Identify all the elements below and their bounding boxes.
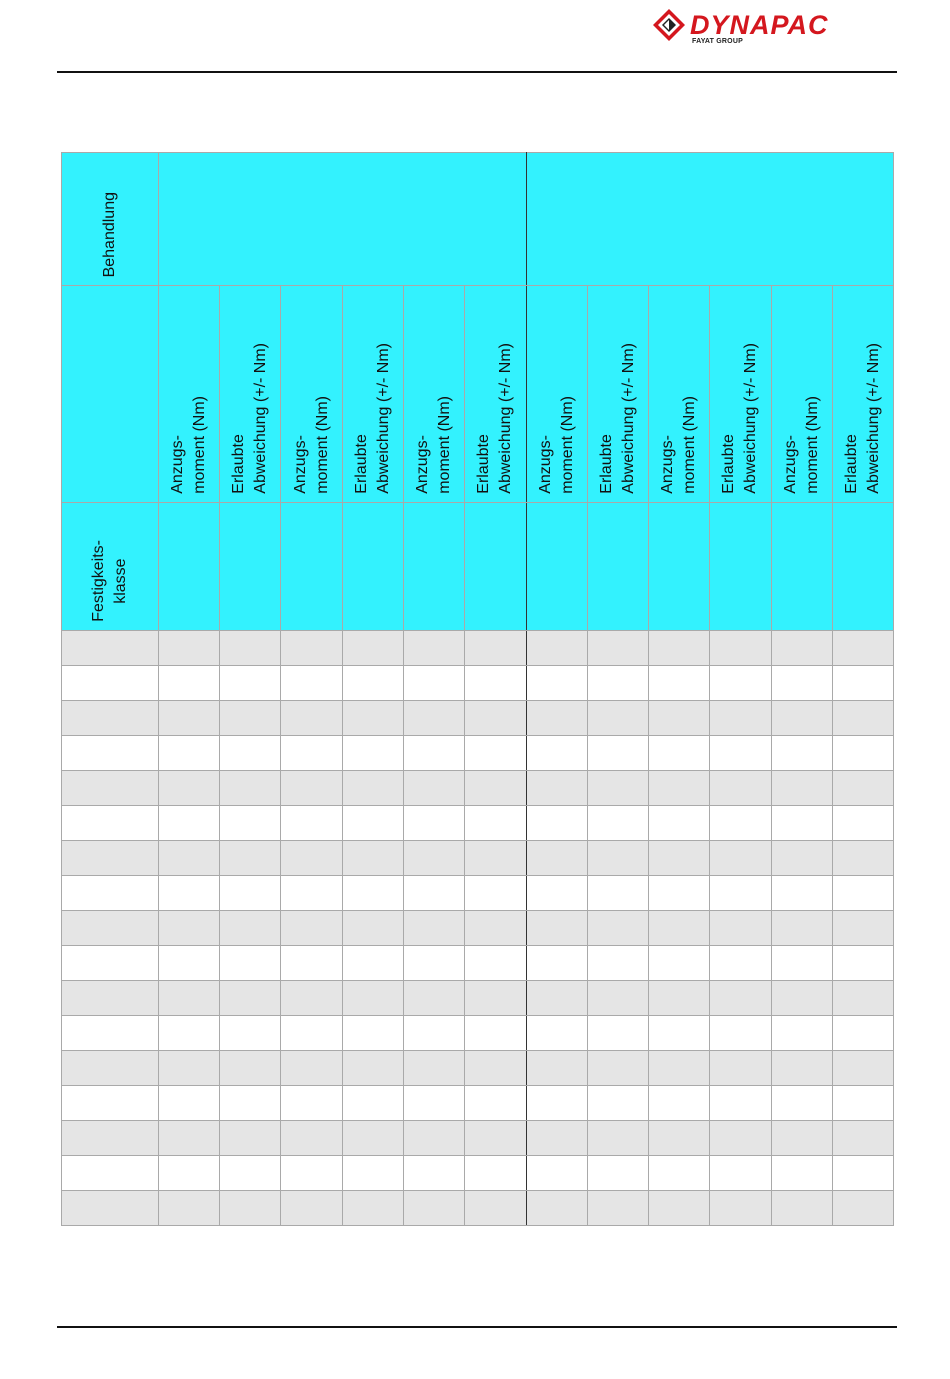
strength-class-cell: [588, 503, 649, 631]
table-cell: [527, 911, 588, 946]
table-cell: [832, 981, 893, 1016]
table-cell: [62, 1191, 159, 1226]
table-cell: [649, 1191, 710, 1226]
table-cell: [403, 771, 464, 806]
table-cell: [710, 841, 771, 876]
table-cell: [710, 701, 771, 736]
param-header-cell: [281, 286, 342, 503]
brand-name: DYNAPAC: [690, 10, 829, 40]
table-cell: [710, 946, 771, 981]
table-cell: [62, 841, 159, 876]
table-cell: [832, 806, 893, 841]
table-cell: [220, 1121, 281, 1156]
table-cell: [832, 841, 893, 876]
table-cell: [342, 946, 403, 981]
table-cell: [649, 876, 710, 911]
table-cell: [527, 1051, 588, 1086]
param-header-cell: [342, 286, 403, 503]
table-cell: [403, 736, 464, 771]
table-cell: [464, 981, 526, 1016]
table-cell: [403, 1051, 464, 1086]
table-cell: [281, 841, 342, 876]
param-header-cell: [710, 286, 771, 503]
table-cell: [527, 1086, 588, 1121]
table-cell: [159, 666, 220, 701]
table-row: [62, 981, 894, 1016]
table-cell: [527, 1121, 588, 1156]
table-cell: [159, 876, 220, 911]
table-cell: [403, 1191, 464, 1226]
table-cell: [649, 946, 710, 981]
table-cell: [220, 911, 281, 946]
table-cell: [649, 631, 710, 666]
table-cell: [710, 1121, 771, 1156]
table-cell: [281, 1086, 342, 1121]
table-cell: [159, 1156, 220, 1191]
table-cell: [527, 736, 588, 771]
table-cell: [832, 1016, 893, 1051]
table-cell: [649, 1051, 710, 1086]
table-cell: [771, 701, 832, 736]
table-row: [62, 806, 894, 841]
table-cell: [649, 701, 710, 736]
table-cell: [220, 666, 281, 701]
table-cell: [588, 841, 649, 876]
table-row: [62, 771, 894, 806]
param-header-cell: [220, 286, 281, 503]
param-header-cell: [588, 286, 649, 503]
table-cell: [710, 1016, 771, 1051]
table-cell: [771, 806, 832, 841]
table-cell: [710, 1156, 771, 1191]
table-cell: [771, 1121, 832, 1156]
table-cell: [832, 1051, 893, 1086]
table-cell: [281, 1016, 342, 1051]
table-cell: [710, 876, 771, 911]
table-cell: [649, 666, 710, 701]
strength-class-cell: [832, 503, 893, 631]
table-cell: [771, 946, 832, 981]
table-row: [62, 841, 894, 876]
table-cell: [220, 1051, 281, 1086]
params-corner-cell: [62, 286, 159, 503]
table-cell: [710, 911, 771, 946]
table-cell: [464, 736, 526, 771]
strength-class-cell: [281, 503, 342, 631]
table-cell: [62, 631, 159, 666]
table-cell: [649, 981, 710, 1016]
table-cell: [342, 1016, 403, 1051]
table-cell: [710, 1191, 771, 1226]
table-row: [62, 946, 894, 981]
treatment-label: Behandlung: [101, 191, 119, 277]
table-cell: [220, 946, 281, 981]
table-cell: [281, 701, 342, 736]
table-cell: [527, 946, 588, 981]
table-cell: [771, 981, 832, 1016]
table-cell: [771, 1086, 832, 1121]
table-cell: [527, 876, 588, 911]
table-row: [62, 1121, 894, 1156]
table-cell: [771, 666, 832, 701]
table-cell: [649, 1121, 710, 1156]
strength-class-cell: [403, 503, 464, 631]
table-cell: [649, 1086, 710, 1121]
table-cell: [220, 771, 281, 806]
table-cell: [771, 911, 832, 946]
table-cell: [588, 1121, 649, 1156]
table-cell: [403, 841, 464, 876]
table-row: [62, 1016, 894, 1051]
table-cell: [281, 1121, 342, 1156]
table-cell: [649, 1016, 710, 1051]
table-cell: [464, 841, 526, 876]
table-cell: [220, 736, 281, 771]
param-header-label: Erlaubte Abweichung (+/- Nm): [352, 343, 392, 494]
table-cell: [403, 1016, 464, 1051]
table-cell: [649, 771, 710, 806]
table-cell: [464, 1016, 526, 1051]
table-cell: [220, 1086, 281, 1121]
param-header-label: Anzugs- moment (Nm): [781, 396, 821, 494]
table-cell: [710, 771, 771, 806]
table-cell: [710, 631, 771, 666]
table-cell: [342, 1086, 403, 1121]
table-cell: [832, 911, 893, 946]
table-cell: [710, 806, 771, 841]
table-cell: [342, 1191, 403, 1226]
table-cell: [649, 911, 710, 946]
table-cell: [403, 631, 464, 666]
table-cell: [832, 876, 893, 911]
table-cell: [220, 806, 281, 841]
table-cell: [159, 701, 220, 736]
param-header-label: Anzugs- moment (Nm): [291, 396, 331, 494]
table-cell: [159, 911, 220, 946]
table-cell: [62, 771, 159, 806]
table-cell: [159, 946, 220, 981]
table-cell: [342, 981, 403, 1016]
table-cell: [710, 736, 771, 771]
param-header-cell: [649, 286, 710, 503]
table-cell: [62, 1051, 159, 1086]
table-cell: [62, 981, 159, 1016]
table-cell: [342, 1121, 403, 1156]
table-cell: [220, 841, 281, 876]
treatment-header-cell: [62, 153, 159, 286]
table-cell: [281, 736, 342, 771]
table-cell: [342, 911, 403, 946]
table-cell: [588, 736, 649, 771]
table-cell: [62, 1156, 159, 1191]
header-rule: [57, 71, 897, 73]
table-cell: [342, 806, 403, 841]
table-cell: [527, 771, 588, 806]
table-cell: [464, 1156, 526, 1191]
table-cell: [62, 1016, 159, 1051]
table-cell: [710, 981, 771, 1016]
table-cell: [588, 1086, 649, 1121]
table-cell: [649, 806, 710, 841]
table-cell: [588, 701, 649, 736]
table-cell: [771, 841, 832, 876]
table-row: [62, 631, 894, 666]
table-cell: [220, 1191, 281, 1226]
table-cell: [464, 666, 526, 701]
table-cell: [281, 981, 342, 1016]
table-cell: [159, 806, 220, 841]
table-cell: [588, 876, 649, 911]
table-row: [62, 701, 894, 736]
torque-table: [61, 152, 894, 1226]
strength-class-cell: [464, 503, 526, 631]
table-cell: [771, 1016, 832, 1051]
table-cell: [62, 806, 159, 841]
table-cell: [342, 666, 403, 701]
strength-class-cell: [159, 503, 220, 631]
table-cell: [832, 1086, 893, 1121]
table-row: [62, 1086, 894, 1121]
param-header-label: Erlaubte Abweichung (+/- Nm): [475, 343, 515, 494]
table-cell: [281, 876, 342, 911]
table-cell: [527, 666, 588, 701]
table-row: [62, 876, 894, 911]
strength-class-label: Festigkeits- klasse: [90, 540, 130, 622]
table-cell: [342, 701, 403, 736]
table-cell: [464, 911, 526, 946]
table-cell: [588, 1191, 649, 1226]
table-cell: [62, 1086, 159, 1121]
table-cell: [649, 841, 710, 876]
table-cell: [527, 701, 588, 736]
table-cell: [464, 1051, 526, 1086]
param-header-label: Anzugs- moment (Nm): [537, 396, 577, 494]
table-cell: [403, 876, 464, 911]
table-cell: [832, 631, 893, 666]
table-cell: [588, 911, 649, 946]
table-cell: [588, 666, 649, 701]
table-cell: [464, 1191, 526, 1226]
table-cell: [710, 1086, 771, 1121]
table-cell: [220, 1156, 281, 1191]
table-cell: [62, 701, 159, 736]
table-cell: [403, 806, 464, 841]
table-cell: [342, 876, 403, 911]
dynapac-logo: [652, 8, 902, 48]
table-cell: [464, 701, 526, 736]
treatment-group-1: [159, 153, 527, 286]
table-cell: [771, 1156, 832, 1191]
table-cell: [403, 981, 464, 1016]
table-cell: [710, 1051, 771, 1086]
table-cell: [62, 1121, 159, 1156]
table-cell: [588, 1156, 649, 1191]
table-cell: [220, 981, 281, 1016]
table-cell: [342, 1051, 403, 1086]
table-cell: [281, 946, 342, 981]
table-cell: [281, 806, 342, 841]
table-cell: [771, 771, 832, 806]
table-cell: [342, 1156, 403, 1191]
table-cell: [281, 1051, 342, 1086]
table-cell: [342, 841, 403, 876]
table-cell: [159, 736, 220, 771]
param-header-cell: [832, 286, 893, 503]
table-cell: [62, 876, 159, 911]
table-cell: [832, 701, 893, 736]
table-cell: [649, 736, 710, 771]
table-cell: [771, 1051, 832, 1086]
table-cell: [342, 771, 403, 806]
brand-group: FAYAT GROUP: [692, 38, 743, 45]
table-cell: [527, 1191, 588, 1226]
table-row: [62, 666, 894, 701]
strength-class-cell: [527, 503, 588, 631]
table-cell: [464, 631, 526, 666]
table-cell: [464, 946, 526, 981]
param-header-label: Erlaubte Abweichung (+/- Nm): [842, 343, 882, 494]
param-header-label: Erlaubte Abweichung (+/- Nm): [230, 343, 270, 494]
table-row: [62, 911, 894, 946]
table-cell: [588, 946, 649, 981]
table-row: [62, 1191, 894, 1226]
table-cell: [527, 1156, 588, 1191]
param-header-cell: [403, 286, 464, 503]
table-cell: [403, 1156, 464, 1191]
table-cell: [464, 771, 526, 806]
table-cell: [832, 946, 893, 981]
table-cell: [159, 841, 220, 876]
table-cell: [588, 1016, 649, 1051]
table-cell: [403, 1121, 464, 1156]
table-cell: [159, 1121, 220, 1156]
table-cell: [832, 666, 893, 701]
table-cell: [220, 1016, 281, 1051]
table-cell: [464, 806, 526, 841]
strength-class-cell: [771, 503, 832, 631]
table-cell: [464, 1121, 526, 1156]
table-cell: [527, 1016, 588, 1051]
table-cell: [403, 911, 464, 946]
footer-rule: [57, 1326, 897, 1328]
param-header-cell: [771, 286, 832, 503]
table-cell: [771, 736, 832, 771]
table-cell: [527, 806, 588, 841]
table-cell: [771, 876, 832, 911]
dynapac-diamond-icon: [652, 8, 686, 42]
table-cell: [832, 771, 893, 806]
param-header-cell: [464, 286, 526, 503]
strength-class-cell: [649, 503, 710, 631]
table-cell: [403, 701, 464, 736]
table-cell: [588, 771, 649, 806]
table-cell: [281, 1156, 342, 1191]
table-cell: [62, 666, 159, 701]
table-cell: [649, 1156, 710, 1191]
table-cell: [281, 911, 342, 946]
table-cell: [281, 666, 342, 701]
table-cell: [527, 981, 588, 1016]
table-cell: [588, 981, 649, 1016]
param-header-label: Erlaubte Abweichung (+/- Nm): [598, 343, 638, 494]
table-cell: [771, 631, 832, 666]
table-cell: [159, 1086, 220, 1121]
table-cell: [464, 876, 526, 911]
table-cell: [159, 631, 220, 666]
table-cell: [159, 771, 220, 806]
table-cell: [220, 701, 281, 736]
strength-class-cell: [220, 503, 281, 631]
table-cell: [62, 946, 159, 981]
table-cell: [403, 946, 464, 981]
treatment-group-2: [527, 153, 894, 286]
table-cell: [832, 1156, 893, 1191]
table-cell: [832, 1121, 893, 1156]
table-cell: [710, 666, 771, 701]
table-cell: [220, 631, 281, 666]
strength-class-cell: [710, 503, 771, 631]
table-cell: [588, 631, 649, 666]
table-row: [62, 736, 894, 771]
table-cell: [281, 1191, 342, 1226]
table-cell: [281, 631, 342, 666]
param-header-cell: [159, 286, 220, 503]
table-cell: [159, 981, 220, 1016]
table-cell: [588, 806, 649, 841]
table-cell: [832, 736, 893, 771]
table-cell: [159, 1191, 220, 1226]
table-cell: [464, 1086, 526, 1121]
table-cell: [62, 911, 159, 946]
table-cell: [832, 1191, 893, 1226]
table-cell: [159, 1051, 220, 1086]
strength-class-header-cell: [62, 503, 159, 631]
param-header-label: Erlaubte Abweichung (+/- Nm): [720, 343, 760, 494]
table-row: [62, 1156, 894, 1191]
strength-class-cell: [342, 503, 403, 631]
table-cell: [62, 736, 159, 771]
table-cell: [159, 1016, 220, 1051]
param-header-label: Anzugs- moment (Nm): [659, 396, 699, 494]
param-header-cell: [527, 286, 588, 503]
table-cell: [403, 666, 464, 701]
table-cell: [771, 1191, 832, 1226]
param-header-label: Anzugs- moment (Nm): [169, 396, 209, 494]
table-cell: [220, 876, 281, 911]
table-cell: [527, 841, 588, 876]
table-cell: [588, 1051, 649, 1086]
table-cell: [342, 631, 403, 666]
table-cell: [403, 1086, 464, 1121]
param-header-label: Anzugs- moment (Nm): [413, 396, 453, 494]
table-cell: [342, 736, 403, 771]
table-cell: [527, 631, 588, 666]
table-row: [62, 1051, 894, 1086]
table-cell: [281, 771, 342, 806]
